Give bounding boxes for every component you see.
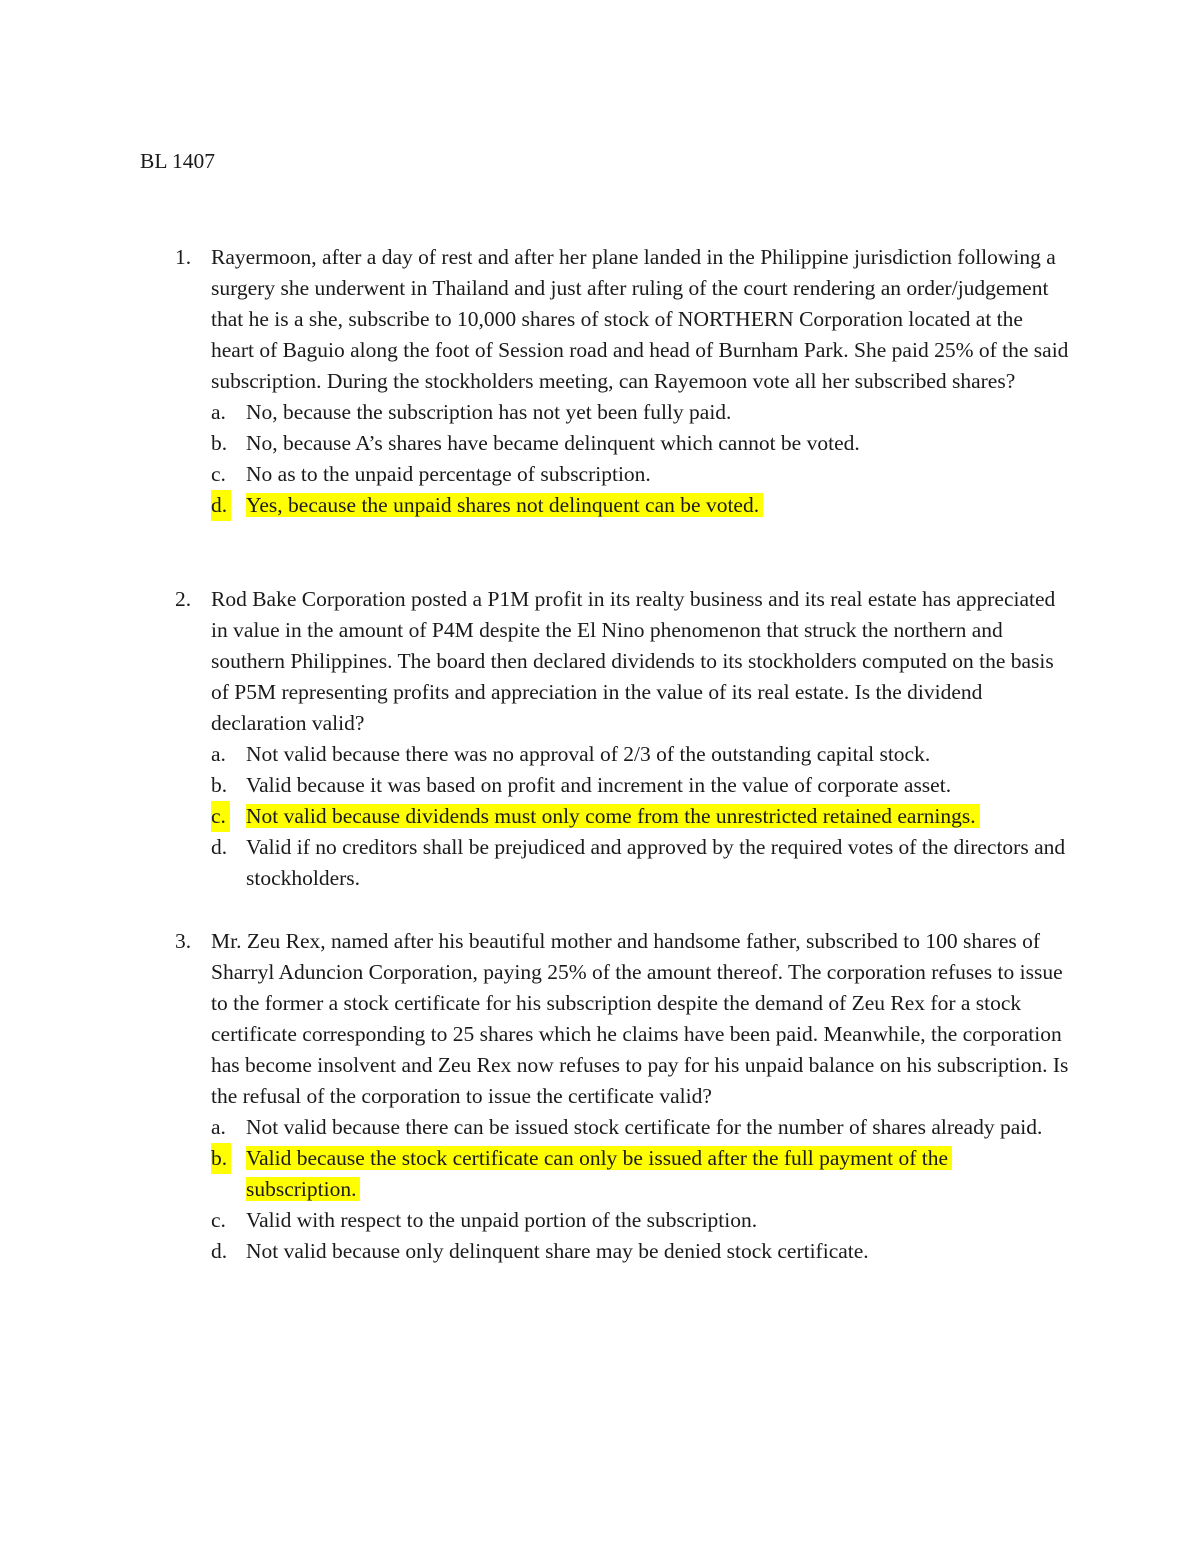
option-text: Not valid because there can be issued stock certificate for the number of shares already paid.	[246, 1115, 1043, 1139]
option-text: Not valid because there was no approval of 2/3 of the outstanding capital stock.	[246, 742, 931, 766]
option-text: No, because A’s shares have became delinquent which cannot be voted.	[246, 431, 860, 455]
option-text: Valid with respect to the unpaid portion of the subscription.	[246, 1208, 758, 1232]
option-letter: c.	[211, 1208, 226, 1232]
option-text: No, because the subscription has not yet been fully paid.	[246, 400, 732, 424]
option-text: Yes, because the unpaid shares not delinquent can be voted.	[246, 493, 763, 517]
answer-options	[175, 739, 1075, 894]
option-a	[211, 397, 1066, 428]
option-text: Not valid because only delinquent share may be denied stock certificate.	[246, 1239, 869, 1263]
option-c-highlighted-answer	[211, 801, 1066, 832]
option-b	[211, 770, 1066, 801]
question-text: Rod Bake Corporation posted a P1M profit in its realty business and its real estate has appreciated in value in the amount of P4M despite the El Nino phenomenon that struck the northern and southern Philippines. The board then declared dividends to its stockholders computed on the basis of P5M representing profits and appreciation in the value of its real estate. Is the dividend declaration valid?	[211, 587, 1056, 735]
question-2	[175, 584, 1075, 894]
question-text: Rayermoon, after a day of rest and after her plane landed in the Philippine jurisdiction following a surgery she underwent in Thailand and just after ruling of the court rendering an order/judgement that he is a she, subscribe to 10,000 shares of stock of NORTHERN Corporation located at the heart of Baguio along the foot of Session road and head of Burnham Park. She paid 25% of the said subscription. During the stockholders meeting, can Rayemoon vote all her subscribed shares?	[211, 245, 1069, 393]
answer-options	[175, 1112, 1075, 1267]
document-title: BL 1407	[140, 149, 216, 173]
option-letter: c.	[211, 801, 230, 832]
question-text: Mr. Zeu Rex, named after his beautiful mother and handsome father, subscribed to 100 shares of Sharryl Aduncion Corporation, paying 25% of the amount thereof. The corporation refuses to issue to the former a stock certificate for his subscription despite the demand of Zeu Rex for a stock certificate corresponding to 25 shares which he claims have been paid. Meanwhile, the corporation has become insolvent and Zeu Rex now refuses to pay for his unpaid balance on his subscription. Is the refusal of the corporation to issue the certificate valid?	[211, 929, 1069, 1108]
question-number: 3.	[175, 929, 192, 953]
option-c	[211, 1205, 1066, 1236]
option-letter: b.	[211, 431, 228, 455]
question-number: 1.	[175, 245, 192, 269]
option-c	[211, 459, 1066, 490]
question-3	[175, 926, 1075, 1267]
option-letter: c.	[211, 462, 226, 486]
option-letter: a.	[211, 400, 226, 424]
question-1	[175, 242, 1075, 521]
option-d	[211, 1236, 1066, 1267]
option-text: No as to the unpaid percentage of subscription.	[246, 462, 651, 486]
option-letter: a.	[211, 1115, 226, 1139]
option-text: Valid because it was based on profit and increment in the value of corporate asset.	[246, 773, 952, 797]
option-letter: d.	[211, 835, 228, 859]
option-letter: b.	[211, 773, 228, 797]
option-letter: a.	[211, 742, 226, 766]
option-b-highlighted-answer	[211, 1143, 1066, 1205]
option-b	[211, 428, 1066, 459]
option-text: Not valid because dividends must only come from the unrestricted retained earnings.	[246, 804, 980, 828]
option-text: Valid because the stock certificate can only be issued after the full payment of the subscription.	[246, 1146, 952, 1201]
answer-options	[175, 397, 1075, 521]
option-text: Valid if no creditors shall be prejudiced and approved by the required votes of the directors and stockholders.	[246, 835, 1066, 890]
option-a	[211, 1112, 1066, 1143]
option-letter: d.	[211, 1239, 228, 1263]
option-letter: d.	[211, 490, 231, 521]
option-letter: b.	[211, 1143, 231, 1174]
option-a	[211, 739, 1066, 770]
option-d-highlighted-answer	[211, 490, 1066, 521]
question-number: 2.	[175, 587, 192, 611]
option-d	[211, 832, 1066, 894]
